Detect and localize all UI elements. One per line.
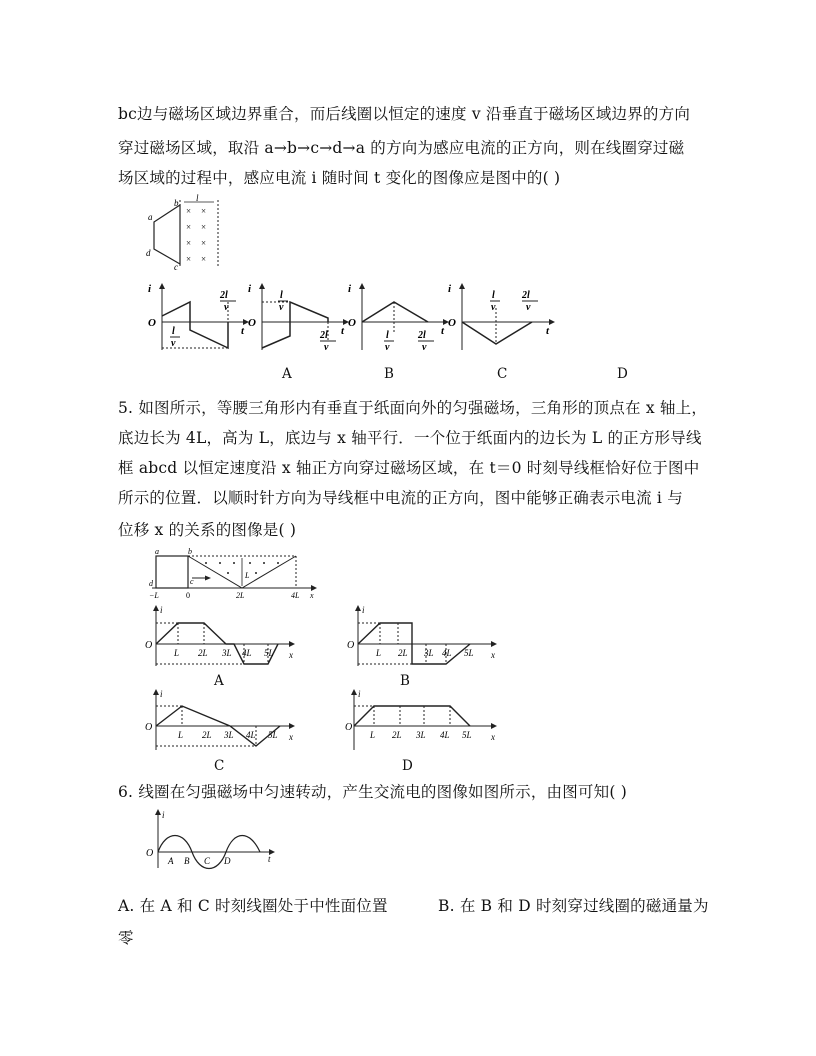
q6-sine-graph xyxy=(144,808,284,870)
svg-text:v: v xyxy=(491,302,496,313)
svg-text:x: x xyxy=(289,650,293,660)
svg-text:i: i xyxy=(248,283,252,295)
svg-text:x: x xyxy=(491,650,495,660)
svg-text:i: i xyxy=(362,605,365,615)
q5-option-b[interactable]: B xyxy=(400,673,410,689)
svg-text:×: × xyxy=(201,254,207,264)
svg-text:5L: 5L xyxy=(264,648,274,658)
q4-text-line-2: 穿过磁场区域，取沿 a→b→c→d→a 的方向为感应电流的正方向，则在线圈穿过磁 xyxy=(118,139,685,157)
svg-text:b: b xyxy=(188,547,192,556)
svg-text:O: O xyxy=(145,722,153,733)
svg-text:O: O xyxy=(145,640,153,651)
q4-option-d[interactable]: D xyxy=(617,366,628,382)
svg-text:i: i xyxy=(162,810,165,820)
svg-text:i: i xyxy=(160,605,163,615)
svg-text:4L: 4L xyxy=(291,591,300,600)
svg-text:v: v xyxy=(171,338,176,349)
svg-text:×: × xyxy=(186,206,192,216)
svg-text:A: A xyxy=(168,856,174,866)
svg-text:4L: 4L xyxy=(242,648,252,658)
q6-text-line: 6. 线圈在匀强磁场中匀速转动，产生交流电的图像如图所示，由图可知( ) xyxy=(118,783,627,801)
svg-text:3L: 3L xyxy=(416,730,426,740)
svg-text:t: t xyxy=(341,325,345,337)
svg-text:v: v xyxy=(279,302,284,313)
q5-triangle-figure xyxy=(146,546,326,602)
svg-text:O: O xyxy=(448,317,456,329)
svg-text:O: O xyxy=(248,317,256,329)
svg-text:2l: 2l xyxy=(418,330,426,341)
svg-text:l: l xyxy=(280,290,283,301)
svg-text:t: t xyxy=(241,325,245,337)
q4-graph-a xyxy=(146,282,251,354)
svg-text:5L: 5L xyxy=(268,730,278,740)
q5-text-line-1: 5. 如图所示，等腰三角形内有垂直于纸面向外的匀强磁场，三角形的顶点在 x 轴上， xyxy=(118,399,708,417)
svg-text:d: d xyxy=(149,579,153,588)
coil-label-c: c xyxy=(174,262,178,272)
svg-text:×: × xyxy=(201,222,207,232)
svg-text:v: v xyxy=(324,342,329,353)
q4-text-line-3: 场区域的过程中，感应电流 i 随时间 t 变化的图像应是图中的( ) xyxy=(118,169,561,187)
svg-text:t: t xyxy=(546,325,550,337)
svg-text:3L: 3L xyxy=(224,730,234,740)
svg-text:i: i xyxy=(358,689,361,699)
svg-text:O: O xyxy=(148,317,156,329)
svg-text:L: L xyxy=(178,730,184,740)
svg-text:L: L xyxy=(174,648,180,658)
svg-text:O: O xyxy=(345,722,353,733)
svg-text:×: × xyxy=(186,254,192,264)
svg-text:l: l xyxy=(492,290,495,301)
svg-text:2L: 2L xyxy=(236,591,245,600)
svg-text:t: t xyxy=(268,854,271,864)
field-crosses xyxy=(186,206,206,264)
svg-text:×: × xyxy=(201,238,207,248)
svg-text:C: C xyxy=(204,856,211,866)
q4-graph-b xyxy=(246,282,351,354)
svg-text:L: L xyxy=(376,648,382,658)
svg-text:2l: 2l xyxy=(522,290,530,301)
svg-text:O: O xyxy=(348,317,356,329)
svg-text:i: i xyxy=(148,283,152,295)
svg-text:2L: 2L xyxy=(392,730,402,740)
svg-text:x: x xyxy=(289,732,293,742)
svg-text:x: x xyxy=(491,732,495,742)
svg-text:i: i xyxy=(348,283,352,295)
q5-text-line-3: 框 abcd 以恒定速度沿 x 轴正方向穿过磁场区域，在 t＝0 时刻导线框恰好位于图中 xyxy=(118,459,700,477)
svg-text:v: v xyxy=(385,342,390,353)
svg-text:L: L xyxy=(370,730,376,740)
q5-text-line-4: 所示的位置．以顺时针方向为导线框中电流的正方向，图中能够正确表示电流 i 与 xyxy=(118,489,683,507)
svg-text:2l: 2l xyxy=(320,330,328,341)
svg-text:v: v xyxy=(526,302,531,313)
q5-graph-d xyxy=(346,688,506,752)
svg-text:5L: 5L xyxy=(464,648,474,658)
svg-text:2L: 2L xyxy=(202,730,212,740)
svg-text:−L: −L xyxy=(149,591,159,600)
q5-option-c[interactable]: C xyxy=(214,758,225,774)
svg-text:×: × xyxy=(201,206,207,216)
svg-text:D: D xyxy=(224,856,231,866)
q5-graph-b xyxy=(346,604,506,668)
q4-option-c[interactable]: C xyxy=(497,366,508,382)
coil-label-b: b xyxy=(174,198,179,208)
q6-option-b-continued: 零 xyxy=(118,929,134,947)
q4-option-a[interactable]: A xyxy=(282,366,292,382)
q4-option-b[interactable]: B xyxy=(384,366,394,382)
q6-option-b[interactable]: B. 在 B 和 D 时刻穿过线圈的磁通量为 xyxy=(438,897,709,915)
svg-text:i: i xyxy=(160,689,163,699)
svg-text:O: O xyxy=(347,640,355,651)
svg-text:x: x xyxy=(310,591,314,600)
svg-text:3L: 3L xyxy=(222,648,232,658)
svg-text:t: t xyxy=(441,325,445,337)
q6-option-a[interactable]: A. 在 A 和 C 时刻线圈处于中性面位置 xyxy=(118,897,388,915)
q4-coil-figure xyxy=(140,192,230,272)
q5-text-line-2: 底边长为 4L，高为 L，底边与 x 轴平行．一个位于纸面内的边长为 L 的正方形导线 xyxy=(118,429,702,447)
svg-text:2L: 2L xyxy=(198,648,208,658)
svg-text:B: B xyxy=(184,856,190,866)
svg-text:4L: 4L xyxy=(440,730,450,740)
q5-option-d[interactable]: D xyxy=(402,758,413,774)
svg-text:L: L xyxy=(245,571,250,580)
q5-graph-c xyxy=(144,688,304,752)
svg-text:2L: 2L xyxy=(398,648,408,658)
svg-text:v: v xyxy=(422,342,427,353)
svg-text:v: v xyxy=(224,302,229,313)
svg-text:0: 0 xyxy=(186,591,190,600)
svg-text:4L: 4L xyxy=(442,648,452,658)
svg-text:×: × xyxy=(186,222,192,232)
q4-graph-d xyxy=(446,282,561,354)
svg-text:4L: 4L xyxy=(246,730,256,740)
q5-text-line-5: 位移 x 的关系的图像是( ) xyxy=(118,521,297,539)
q5-graph-a xyxy=(144,604,304,668)
q4-graph-c xyxy=(346,282,451,354)
svg-text:i: i xyxy=(448,283,452,295)
q4-text-line-1: bc边与磁场区域边界重合，而后线圈以恒定的速度 v 沿垂直于磁场区域边界的方向 xyxy=(118,105,691,123)
svg-text:O: O xyxy=(146,848,154,859)
svg-text:a: a xyxy=(155,547,159,556)
svg-text:3L: 3L xyxy=(424,648,434,658)
coil-label-a: a xyxy=(148,212,153,222)
coil-label-d: d xyxy=(146,248,151,258)
svg-text:l: l xyxy=(386,330,389,341)
coil-label-l: l xyxy=(196,193,199,203)
svg-text:l: l xyxy=(172,326,175,337)
svg-text:c: c xyxy=(190,577,194,586)
q5-option-a[interactable]: A xyxy=(214,673,224,689)
svg-text:×: × xyxy=(186,238,192,248)
svg-text:2l: 2l xyxy=(220,290,228,301)
svg-text:5L: 5L xyxy=(462,730,472,740)
